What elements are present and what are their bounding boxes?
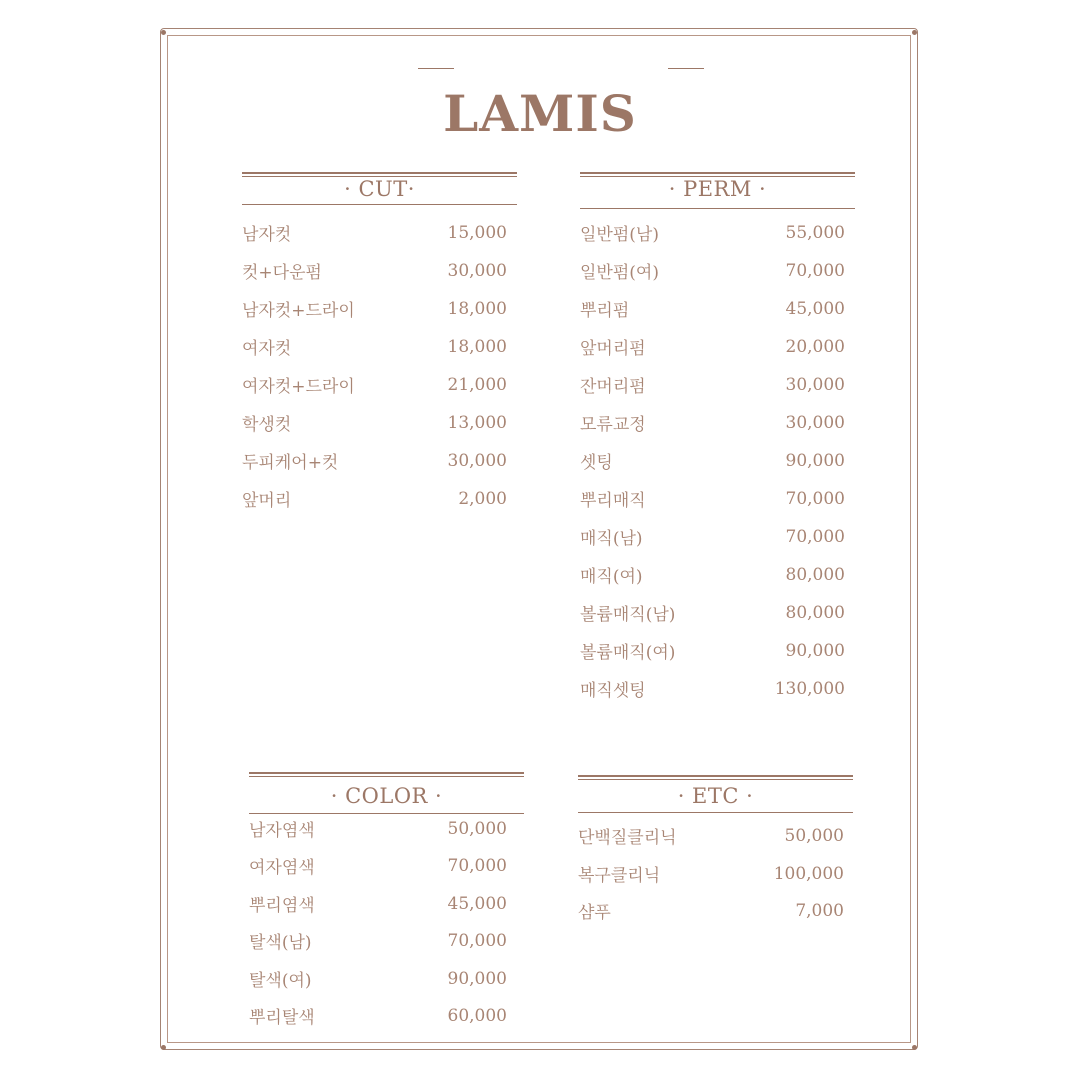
item-price: 18,000 — [447, 337, 507, 357]
item-price: 70,000 — [785, 489, 845, 509]
section-title: · ETC · — [677, 784, 754, 808]
menu-item — [580, 600, 845, 624]
item-name: 남자컷 — [242, 225, 292, 245]
item-price: 30,000 — [785, 375, 845, 395]
divider — [578, 779, 853, 780]
section-perm — [580, 172, 855, 701]
menu-item — [249, 816, 507, 840]
item-name: 뿌리매직 — [580, 491, 646, 511]
item-name: 남자컷+드라이 — [242, 301, 355, 321]
corner-ornament — [912, 1045, 917, 1050]
divider — [580, 172, 855, 174]
menu-item — [242, 486, 507, 510]
item-price: 55,000 — [785, 223, 845, 243]
menu-item — [580, 562, 845, 586]
item-price: 30,000 — [447, 261, 507, 281]
item-price: 130,000 — [774, 679, 845, 699]
item-name: 셋팅 — [580, 453, 613, 473]
item-price: 70,000 — [785, 261, 845, 281]
item-price: 7,000 — [795, 901, 844, 922]
item-name: 모류교정 — [580, 415, 646, 435]
divider — [249, 813, 524, 814]
divider — [242, 172, 517, 174]
menu-item — [580, 486, 845, 510]
item-name: 일반펌(남) — [580, 225, 659, 245]
item-name: 학생컷 — [242, 415, 292, 435]
corner-ornament — [912, 30, 917, 35]
menu-item — [580, 410, 845, 434]
menu-item — [580, 676, 845, 700]
item-name: 컷+다운펌 — [242, 263, 322, 283]
menu-item — [580, 296, 845, 320]
item-name: 매직(여) — [580, 567, 643, 587]
item-name: 뿌리탈색 — [249, 1008, 315, 1028]
item-price: 60,000 — [447, 1006, 507, 1026]
title-left-dash — [418, 68, 454, 69]
menu-item — [242, 334, 507, 358]
section-header — [578, 775, 853, 811]
item-price: 30,000 — [785, 413, 845, 433]
item-price: 70,000 — [447, 931, 507, 952]
menu-item — [578, 823, 844, 847]
item-name: 뿌리염색 — [249, 895, 315, 916]
divider — [578, 812, 853, 813]
menu-item — [242, 448, 507, 472]
menu-item — [580, 258, 845, 282]
item-price: 45,000 — [447, 893, 507, 914]
divider — [249, 776, 524, 777]
divider — [578, 775, 853, 777]
item-price: 2,000 — [458, 489, 507, 509]
item-price: 80,000 — [785, 565, 845, 585]
item-price: 15,000 — [447, 223, 507, 243]
item-name: 샴푸 — [578, 903, 611, 924]
item-price: 45,000 — [785, 299, 845, 319]
item-name: 잔머리펌 — [580, 377, 646, 397]
item-name: 탈색(남) — [249, 933, 312, 954]
item-name: 매직(남) — [580, 529, 643, 549]
item-name: 단백질클리닉 — [578, 828, 677, 848]
item-name: 탈색(여) — [249, 970, 312, 991]
menu-title: LAMIS — [443, 84, 637, 143]
item-name: 일반펌(여) — [580, 263, 659, 283]
menu-item — [580, 220, 845, 244]
item-name: 여자컷+드라이 — [242, 377, 355, 397]
item-price: 30,000 — [447, 451, 507, 471]
section-etc — [578, 775, 853, 924]
item-price: 100,000 — [773, 863, 844, 884]
item-price: 20,000 — [785, 337, 845, 357]
item-price: 90,000 — [447, 968, 507, 989]
menu-item — [249, 891, 507, 915]
item-price: 50,000 — [784, 826, 844, 846]
menu-item — [580, 334, 845, 358]
menu-item — [580, 448, 845, 472]
item-price: 50,000 — [447, 819, 507, 839]
item-price: 90,000 — [785, 451, 845, 471]
section-title: · COLOR · — [330, 784, 443, 808]
corner-ornament — [161, 1045, 166, 1050]
menu-item — [242, 410, 507, 434]
menu-item — [242, 258, 507, 282]
item-price: 18,000 — [447, 299, 507, 319]
item-price: 21,000 — [447, 375, 507, 395]
section-header — [580, 172, 855, 208]
divider — [580, 208, 855, 209]
item-name: 두피케어+컷 — [242, 453, 339, 473]
section-cut — [242, 172, 517, 511]
item-name: 복구클리닉 — [578, 865, 661, 886]
menu-item — [242, 220, 507, 244]
menu-item — [580, 372, 845, 396]
item-name: 볼륨매직(여) — [580, 643, 676, 663]
item-name: 매직셋팅 — [580, 681, 646, 701]
menu-item — [578, 898, 844, 922]
menu-item — [242, 296, 507, 320]
section-title: · CUT· — [344, 177, 415, 201]
section-header — [249, 772, 524, 808]
menu-item — [242, 372, 507, 396]
menu-item — [249, 853, 507, 877]
item-price: 70,000 — [447, 856, 507, 877]
menu-item — [249, 966, 507, 990]
item-name: 남자염색 — [249, 821, 315, 841]
menu-item — [578, 861, 844, 885]
section-color — [249, 772, 524, 1028]
item-name: 뿌리펌 — [580, 301, 630, 321]
menu-item — [580, 524, 845, 548]
item-name: 여자염색 — [249, 858, 315, 879]
item-name: 여자컷 — [242, 339, 292, 359]
item-price: 70,000 — [785, 527, 845, 547]
section-header — [242, 172, 517, 208]
divider — [242, 204, 517, 205]
item-price: 80,000 — [785, 603, 845, 623]
menu-item — [249, 1003, 507, 1027]
item-price: 90,000 — [785, 641, 845, 661]
title-right-dash — [668, 68, 704, 69]
item-name: 앞머리펌 — [580, 339, 646, 359]
divider — [249, 772, 524, 774]
item-name: 볼륨매직(남) — [580, 605, 676, 625]
section-title: · PERM · — [668, 177, 767, 201]
menu-item — [580, 638, 845, 662]
item-name: 앞머리 — [242, 491, 292, 511]
corner-ornament — [161, 30, 166, 35]
item-price: 13,000 — [447, 413, 507, 433]
menu-item — [249, 928, 507, 952]
